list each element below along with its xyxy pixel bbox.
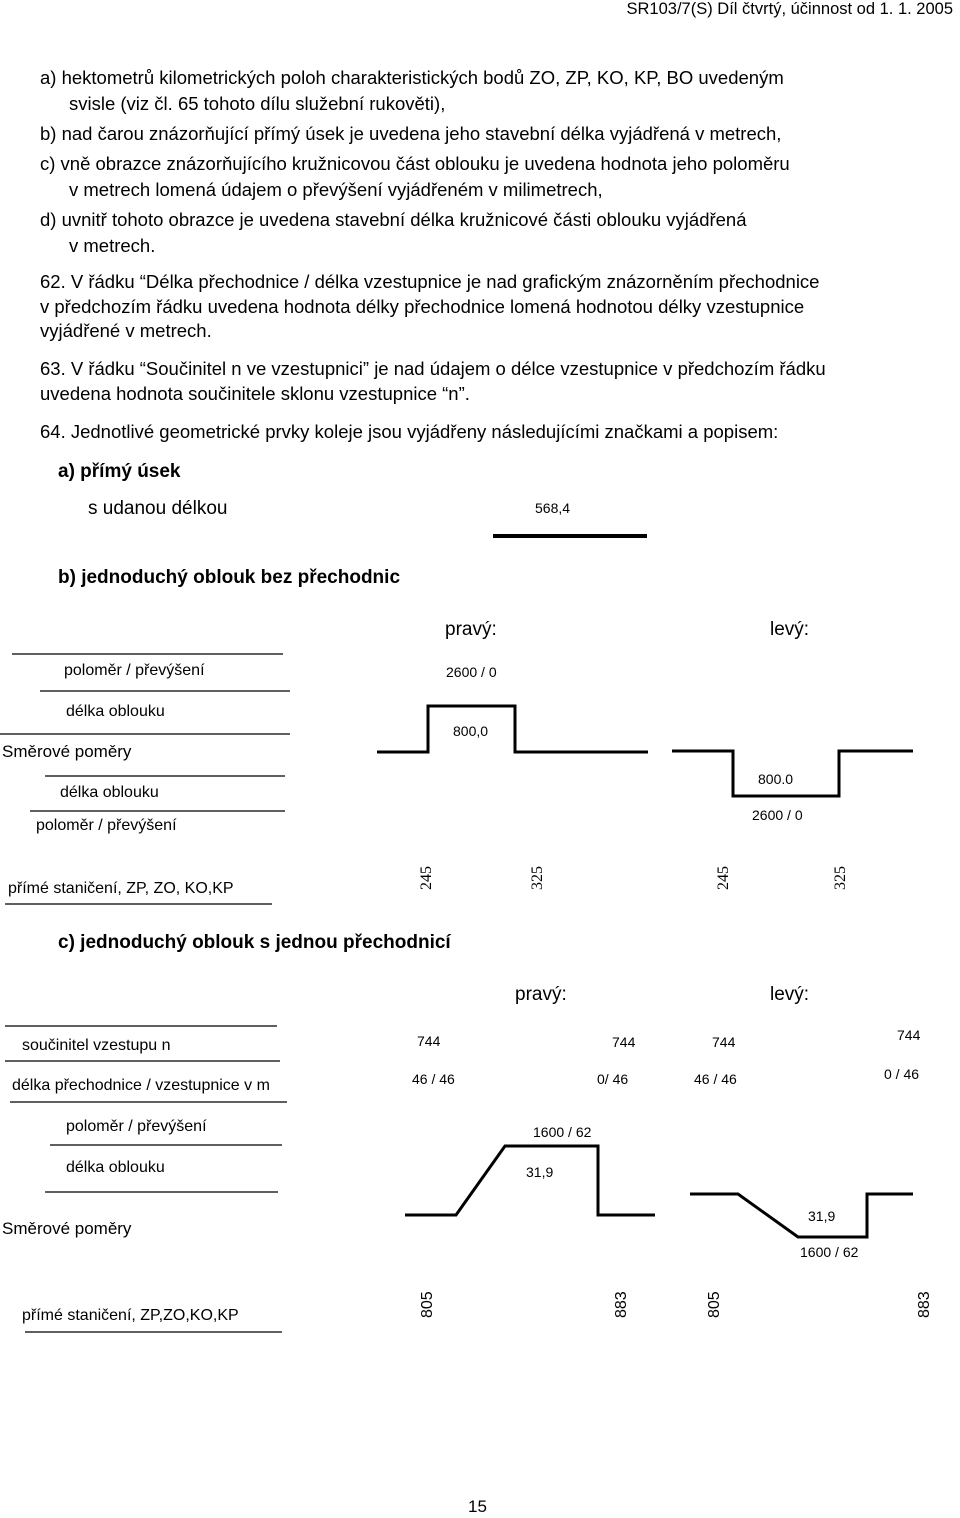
section-a-label: s udanou délkou bbox=[88, 498, 228, 519]
section-c-coef-2: 744 bbox=[612, 1034, 636, 1050]
section-c-heading: c) jednoduchý oblouk s jednou přechodnicí bbox=[58, 932, 451, 953]
section-b-row-length-top: délka oblouku bbox=[66, 703, 165, 720]
section-c-transition-2: 0/ 46 bbox=[597, 1071, 629, 1087]
section-c-right-curve-symbol bbox=[405, 1146, 655, 1215]
section-b-right-length: 800,0 bbox=[453, 723, 489, 739]
section-c-coef-3: 744 bbox=[712, 1034, 736, 1050]
item-d-line2: v metrech. bbox=[69, 235, 156, 256]
item-c-line1: c) vně obrazce znázorňujícího kružnicovou část oblouku je uvedena hodnota jeho poloměru bbox=[40, 153, 790, 174]
section-c-right-radius: 1600 / 62 bbox=[533, 1124, 592, 1140]
section-b-right-label: pravý: bbox=[445, 619, 497, 640]
section-a-heading: a) přímý úsek bbox=[58, 461, 181, 482]
item-b: b) nad čarou znázorňující přímý úsek je uvedena jeho stavební délka vyjádřená v metrech, bbox=[40, 123, 782, 144]
page-number: 15 bbox=[468, 1497, 487, 1516]
document-header: SR103/7(S) Díl čtvrtý, účinnost od 1. 1. 2005 bbox=[626, 0, 953, 18]
section-b-row-lines bbox=[0, 654, 290, 904]
item-d-line1: d) uvnitř tohoto obrazce je uvedena stavební délka kružnicové části oblouku vyjádřená bbox=[40, 209, 747, 230]
section-c-station-2: 883 bbox=[613, 1291, 630, 1318]
section-c-station-4: 883 bbox=[916, 1291, 933, 1318]
section-c-row-length: délka oblouku bbox=[66, 1159, 165, 1176]
section-c-row-radius: poloměr / převýšení bbox=[66, 1118, 207, 1135]
section-c-transition-3: 46 / 46 bbox=[694, 1071, 737, 1087]
section-b-station-3: 245 bbox=[715, 866, 732, 890]
section-c-row-stationing: přímé staničení, ZP,ZO,KO,KP bbox=[22, 1307, 239, 1324]
section-c-left-curve-symbol bbox=[690, 1194, 913, 1237]
item-a-line2: svisle (viz čl. 65 tohoto dílu služební rukověti), bbox=[69, 93, 446, 114]
section-c-station-1: 805 bbox=[419, 1291, 436, 1318]
section-b-row-stationing: přímé staničení, ZP, ZO, KO,KP bbox=[8, 880, 234, 897]
section-c-coef-4: 744 bbox=[897, 1027, 921, 1043]
section-b-row-length-bottom: délka oblouku bbox=[60, 784, 159, 801]
section-c-right-length: 31,9 bbox=[526, 1164, 554, 1180]
section-c-station-3: 805 bbox=[706, 1291, 723, 1318]
para-62-line1: 62. V řádku “Délka přechodnice / délka vzestupnice je nad grafickým znázorněním přechodnice bbox=[40, 271, 820, 292]
section-c-left-length: 31,9 bbox=[808, 1208, 836, 1224]
section-b-left-length: 800.0 bbox=[758, 771, 794, 787]
section-b-row-radius-bottom: poloměr / převýšení bbox=[36, 817, 177, 834]
section-c-right-label: pravý: bbox=[515, 984, 567, 1005]
section-b-left-label: levý: bbox=[770, 619, 810, 640]
section-b-row-radius-top: poloměr / převýšení bbox=[64, 662, 205, 679]
section-c-transition-1: 46 / 46 bbox=[412, 1071, 455, 1087]
para-63-line1: 63. V řádku “Součinitel n ve vzestupnici” je nad údajem o délce vzestupnice v předchozím řádku bbox=[40, 358, 826, 379]
section-c-coef-1: 744 bbox=[417, 1033, 441, 1049]
section-b-station-4: 325 bbox=[832, 866, 849, 890]
para-62-line3: vyjádřené v metrech. bbox=[40, 320, 212, 341]
section-c-row-coef: součinitel vzestupu n bbox=[22, 1037, 171, 1054]
section-c-left-radius: 1600 / 62 bbox=[800, 1244, 859, 1260]
item-c-line2: v metrech lomená údajem o převýšení vyjádřeném v milimetrech, bbox=[69, 179, 603, 200]
section-a-length-value: 568,4 bbox=[535, 500, 571, 516]
para-64-line1: 64. Jednotlivé geometrické prvky koleje jsou vyjádřeny následujícími značkami a popisem: bbox=[40, 421, 779, 442]
item-a-line1: a) hektometrů kilometrických poloh charakteristických bodů ZO, ZP, KO, KP, BO uvedeným bbox=[40, 67, 784, 88]
section-b-station-1: 245 bbox=[418, 866, 435, 890]
section-b-right-curve-symbol bbox=[377, 706, 648, 752]
para-62-line2: v předchozím řádku uvedena hodnota délky přechodnice lomená hodnotou délky vzestupnice bbox=[40, 296, 805, 317]
section-b-left-radius: 2600 / 0 bbox=[752, 807, 803, 823]
section-c-row-lines bbox=[5, 1026, 287, 1332]
section-b-heading: b) jednoduchý oblouk bez přechodnic bbox=[58, 567, 401, 588]
section-c-row-transition: délka přechodnice / vzestupnice v m bbox=[12, 1077, 270, 1094]
section-b-left-curve-symbol bbox=[672, 751, 913, 796]
section-b-station-2: 325 bbox=[529, 866, 546, 890]
section-c-row-direction: Směrové poměry bbox=[2, 1219, 132, 1238]
section-b-row-direction: Směrové poměry bbox=[2, 742, 132, 761]
section-c-transition-4: 0 / 46 bbox=[884, 1066, 920, 1082]
section-b-right-radius: 2600 / 0 bbox=[446, 664, 497, 680]
section-c-left-label: levý: bbox=[770, 984, 810, 1005]
para-63-line2: uvedena hodnota součinitele sklonu vzestupnice “n”. bbox=[40, 383, 470, 404]
